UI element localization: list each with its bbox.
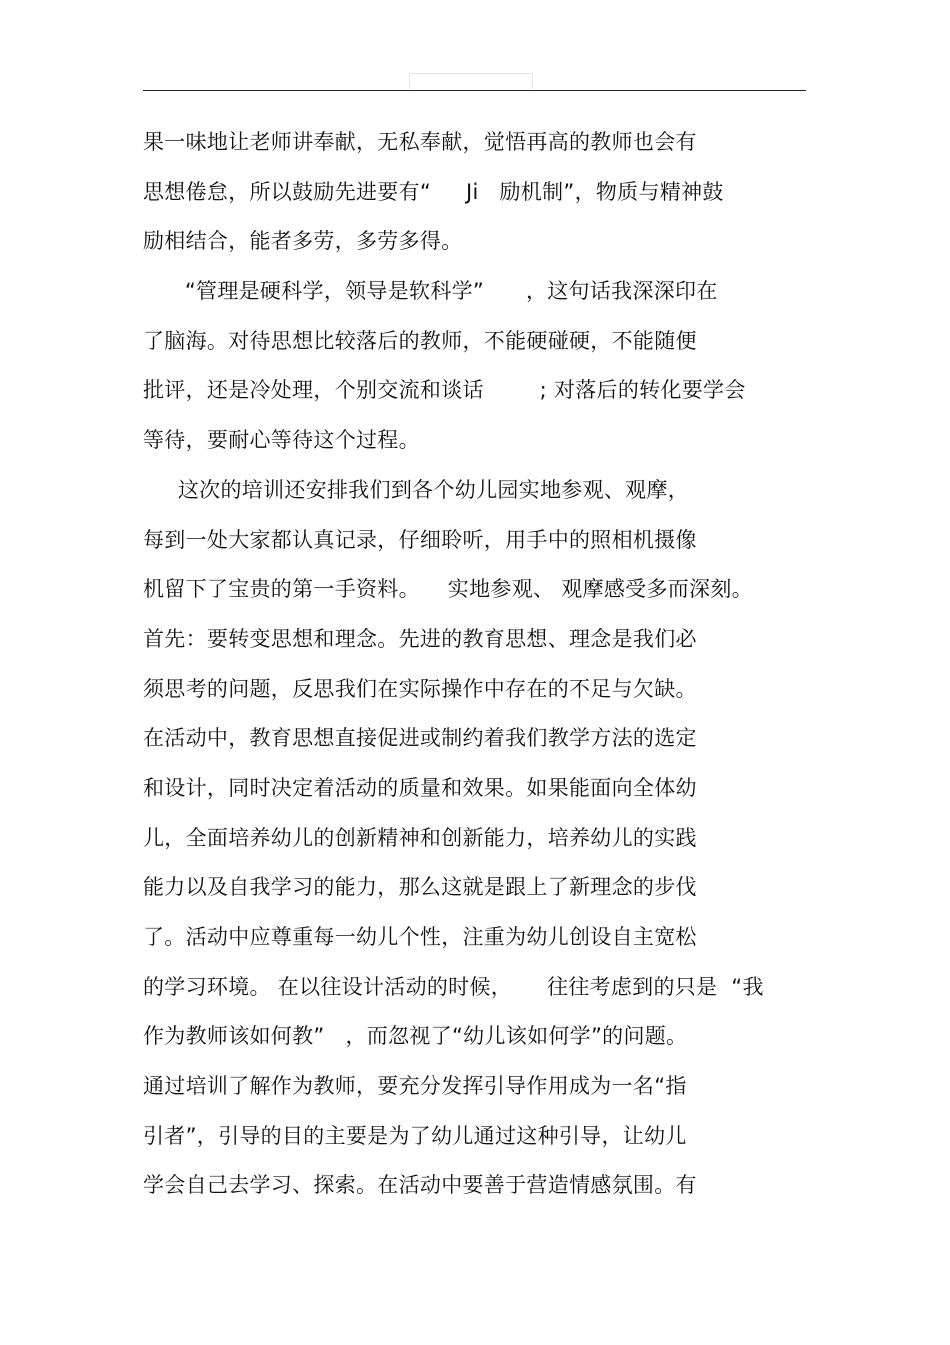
text-line: 等待，要耐心等待这个过程。	[143, 428, 420, 453]
text-line: 引者”，引导的目的主要是为了幼儿通过这种引导，让幼儿	[143, 1123, 687, 1148]
text-line: 在活动中，教育思想直接促进或制约着我们教学方法的选定	[143, 726, 697, 751]
text-line: 这次的培训还安排我们到各个幼儿园实地参观、观摩，	[143, 477, 690, 502]
body-text	[143, 122, 823, 1215]
text-line: 机留下了宝贵的第一手资料。 实地参观、 观摩感受多而深刻。	[143, 577, 753, 602]
text-line: 了脑海。对待思想比较落后的教师，不能硬碰硬，不能随便	[143, 328, 697, 353]
text-line: 果一味地让老师讲奉献，无私奉献，觉悟再高的教师也会有	[143, 130, 697, 154]
text-line: 励相结合，能者多劳，多劳多得。	[143, 229, 463, 254]
text-line: 须思考的问题，反思我们在实际操作中存在的不足与欠缺。	[143, 676, 697, 701]
text-line: 能力以及自我学习的能力，那么这就是跟上了新理念的步伐	[143, 875, 697, 900]
header-rule	[143, 90, 806, 91]
text-line: “管理是硬科学，领导是软科学” ，这句话我深深印在	[143, 279, 718, 304]
text-line: 思想倦怠，所以鼓励先进要有“ Ji 励机制”，物质与精神鼓	[143, 179, 724, 204]
text-line: 儿，全面培养幼儿的创新精神和创新能力，培养幼儿的实践	[143, 825, 697, 850]
text-line: 首先：要转变思想和理念。先进的教育思想、理念是我们必	[143, 626, 697, 651]
text-line: 批评，还是冷处理，个别交流和谈话 ; 对落后的转化要学会	[143, 378, 746, 403]
header-tab-decoration	[409, 73, 533, 89]
text-line: 作为教师该如何教” ，而忽视了“幼儿该如何学”的问题。	[143, 1024, 688, 1049]
text-line: 学会自己去学习、探索。在活动中要善于营造情感氛围。有	[143, 1173, 697, 1198]
text-line: 的学习环境。 在以往设计活动的时候， 往往考虑到的只是 “我	[143, 974, 764, 999]
text-line: 和设计，同时决定着活动的质量和效果。如果能面向全体幼	[143, 775, 697, 800]
text-line: 每到一处大家都认真记录，仔细聆听，用手中的照相机摄像	[143, 527, 697, 552]
text-line: 通过培训了解作为教师，要充分发挥引导作用成为一名“指	[143, 1074, 687, 1099]
text-line: 了。活动中应尊重每一幼儿个性，注重为幼儿创设自主宽松	[143, 925, 697, 949]
